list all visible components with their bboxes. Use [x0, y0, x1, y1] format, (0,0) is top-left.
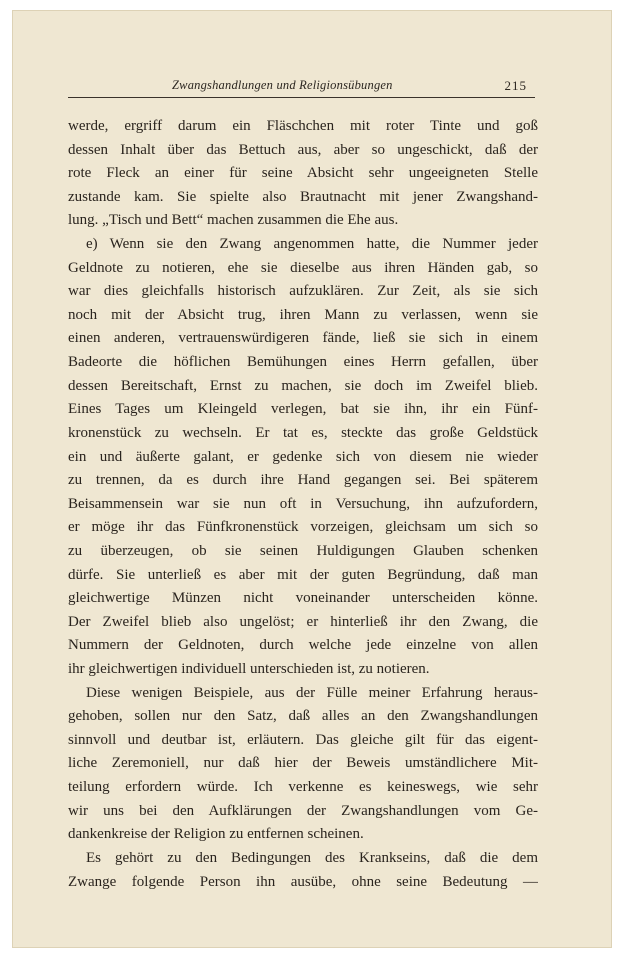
text-line: ihr gleichwertigen individuell unterschieden ist, zu notieren. — [68, 661, 430, 678]
text-line: wir uns bei den Aufklärungen der Zwangshandlungen vom Ge- — [68, 802, 538, 819]
text-line: dürfe. Sie unterließ es aber mit der guten Begründung, daß man — [68, 566, 538, 583]
text-line: Diese wenigen Beispiele, aus der Fülle meiner Erfahrung heraus- — [86, 684, 538, 701]
text-line: er möge ihr das Fünfkronenstück vorzeigen, gleichsam um sich so — [68, 519, 538, 536]
text-line: zustande kam. Sie spielte also Brautnacht mit jener Zwangshand- — [68, 188, 538, 205]
page-number: 215 — [504, 78, 527, 93]
text-line: zu überzeugen, ob sie seinen Huldigungen Glauben schenken — [68, 542, 538, 559]
text-line: e) Wenn sie den Zwang angenommen hatte, die Nummer jeder — [86, 236, 538, 253]
text-line: einen anderen, vertrauenswürdigeren fände, ließ sie sich in einem — [68, 330, 538, 347]
text-line: war dies gleichfalls historisch aufzuklären. Zur Zeit, als sie sich — [68, 283, 538, 300]
text-line: Eines Tages um Kleingeld verlegen, bat sie ihn, ihr ein Fünf- — [68, 401, 538, 418]
text-line: Es gehört zu den Bedingungen des Krankseins, daß die dem — [86, 849, 538, 866]
text-line: liche Zeremoniell, nur daß hier der Beweis umständlichere Mit- — [68, 755, 538, 772]
text-line: Nummern der Geldnoten, durch welche jede einzelne von allen — [68, 637, 538, 654]
text-line: dessen Inhalt über das Bettuch aus, aber so ungeschickt, daß der — [68, 141, 538, 158]
text-line: werde, ergriff darum ein Fläschchen mit roter Tinte und goß — [68, 118, 538, 134]
text-line: dessen Bereitschaft, Ernst zu machen, sie doch im Zweifel blieb. — [68, 377, 538, 394]
text-line: rote Fleck an einer für seine Absicht sehr ungeeigneten Stelle — [68, 165, 538, 182]
text-line: Badeorte die höflichen Bemühungen eines Herrn gefallen, über — [68, 354, 538, 371]
text-line: Geldnote zu notieren, ehe sie dieselbe aus ihren Händen gab, so — [68, 259, 538, 276]
text-line: kronenstück zu wechseln. Er tat es, steckte das große Geldstück — [68, 424, 538, 441]
text-line: ein und äußerte galant, er gedenke sich von diesem nie wieder — [68, 448, 538, 465]
text-line: Beisammensein war sie nun oft in Versuchung, ihn aufzufordern, — [68, 495, 538, 512]
text-line: dankenkreise der Religion zu entfernen scheinen. — [68, 826, 364, 843]
body-text — [68, 115, 538, 894]
running-title: Zwangshandlungen und Religionsübungen — [172, 78, 393, 92]
header-rule — [68, 97, 535, 98]
text-line: Zwange folgende Person ihn ausübe, ohne seine Bedeutung — — [68, 873, 538, 890]
text-line: sinnvoll und deutbar ist, erläutern. Das gleiche gilt für das eigent- — [68, 731, 538, 748]
text-line: teilung erfordern würde. Ich verkenne es keineswegs, wie sehr — [68, 779, 538, 796]
running-header — [68, 78, 535, 100]
text-line: noch mit der Absicht trug, ihren Mann zu verlassen, wenn sie — [68, 306, 538, 323]
text-line: zu trennen, da es durch ihre Hand gegangen sei. Bei späterem — [68, 472, 538, 489]
text-line: gehoben, sollen nur den Satz, daß alles an den Zwangshandlungen — [68, 708, 538, 725]
text-line: lung. „Tisch und Bett“ machen zusammen die Ehe aus. — [68, 212, 399, 229]
text-line: Der Zweifel blieb also ungelöst; er hinterließ ihr den Zwang, die — [68, 613, 538, 630]
text-line: gleichwertige Münzen nicht voneinander unterscheiden könne. — [68, 590, 538, 607]
